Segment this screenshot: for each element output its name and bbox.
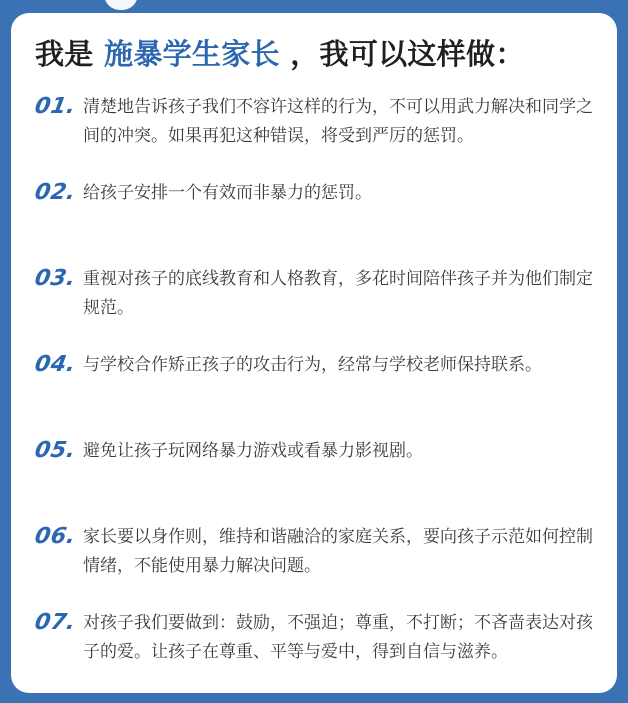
item-number: 01.	[32, 93, 78, 119]
item-text: 避免让孩子玩网络暴力游戏或看暴力影视剧。	[83, 440, 423, 461]
list-item	[32, 609, 597, 695]
list-item	[32, 265, 597, 351]
list-item	[32, 93, 597, 179]
item-number: 04.	[32, 351, 78, 377]
item-number: 07.	[32, 609, 78, 635]
item-text: 家长要以身作则，维持和谐融洽的家庭关系，要向孩子示范如何控制情绪，不能使用暴力解决问题。	[83, 526, 593, 576]
item-number: 03.	[32, 265, 78, 291]
item-number: 02.	[32, 179, 78, 205]
list-item	[32, 351, 597, 437]
item-number: 05.	[32, 437, 78, 463]
list-item	[32, 179, 597, 265]
item-text: 与学校合作矫正孩子的攻击行为，经常与学校老师保持联系。	[83, 354, 542, 375]
top-tab-decoration	[104, 0, 138, 10]
list-item	[32, 437, 597, 523]
title-highlight: 施暴学生家长	[104, 37, 280, 71]
item-text: 清楚地告诉孩子我们不容许这样的行为，不可以用武力解决和同学之间的冲突。如果再犯这种错误，将受到严厉的惩罚。	[83, 96, 593, 146]
item-text: 给孩子安排一个有效而非暴力的惩罚。	[83, 182, 372, 203]
item-text: 重视对孩子的底线教育和人格教育，多花时间陪伴孩子并为他们制定规范。	[83, 268, 593, 318]
title-prefix: 我是	[35, 37, 94, 71]
advice-list	[32, 93, 597, 695]
list-item	[32, 523, 597, 609]
page-title	[35, 39, 597, 71]
title-suffix: ，我可以这样做：	[290, 37, 525, 71]
content-card	[11, 13, 617, 693]
item-text: 对孩子我们要做到：鼓励，不强迫；尊重，不打断；不吝啬表达对孩子的爱。让孩子在尊重、平等与爱中，得到自信与滋养。	[83, 612, 593, 662]
item-number: 06.	[32, 523, 78, 549]
